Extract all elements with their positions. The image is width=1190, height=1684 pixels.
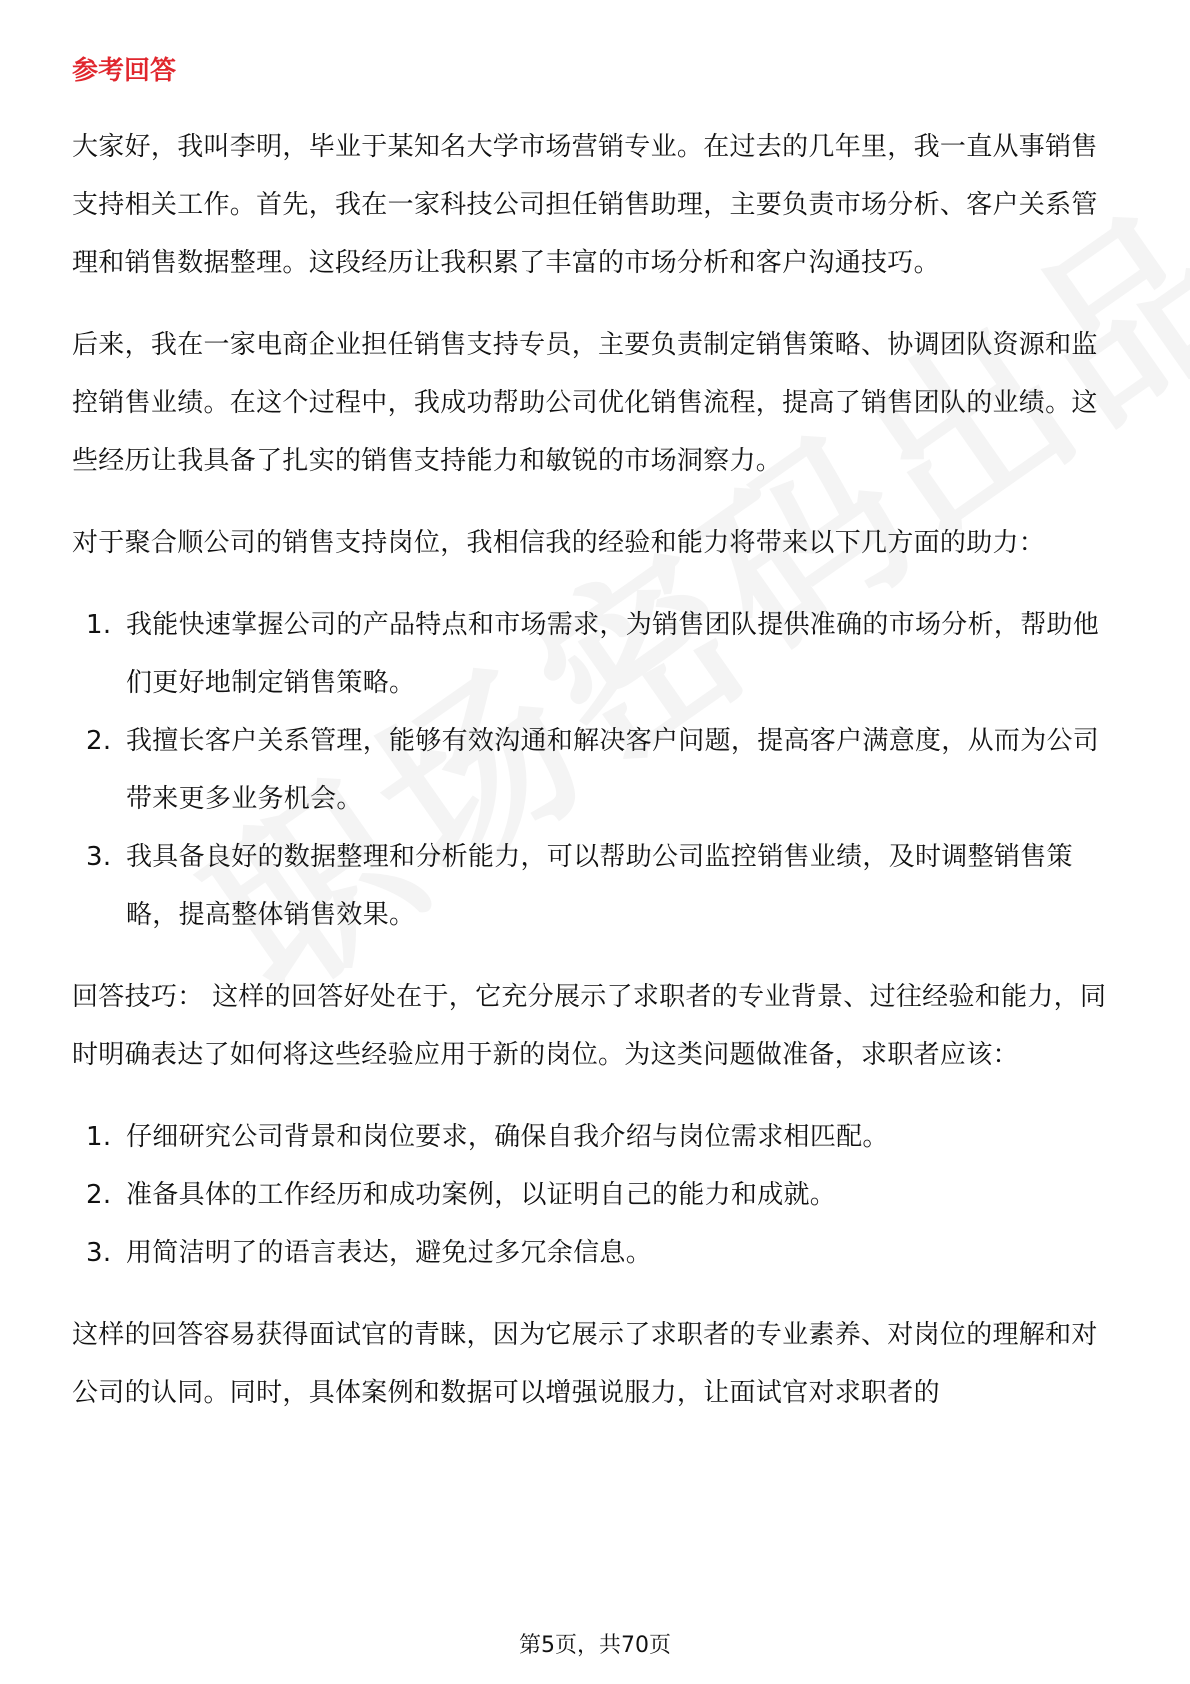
section-heading: 参考回答 (72, 56, 177, 86)
list-item-number: 1. (86, 1122, 112, 1152)
page-content (72, 48, 1122, 1446)
paragraph-tips: 回答技巧： 这样的回答好处在于，它充分展示了求职者的专业背景、过往经验和能力，同时明确表达了如何将这些经验应用于新的岗位。为这类问题做准备，求职者应该： (72, 982, 1107, 1070)
list-item-text: 仔细研究公司背景和岗位要求，确保自我介绍与岗位需求相匹配。 (126, 1122, 889, 1152)
paragraph-closing: 这样的回答容易获得面试官的青睐，因为它展示了求职者的专业素养、对岗位的理解和对公司的认同。同时，具体案例和数据可以增强说服力，让面试官对求职者的 (72, 1320, 1098, 1408)
list-item-number: 1. (86, 610, 112, 640)
list-item (72, 1108, 1122, 1166)
list-item-number: 3. (86, 842, 112, 872)
list-item-number: 2. (86, 1180, 112, 1210)
list-item (72, 1166, 1122, 1224)
list-item (72, 1224, 1122, 1282)
list-item-text: 准备具体的工作经历和成功案例，以证明自己的能力和成就。 (126, 1180, 837, 1210)
list-item-text: 我擅长客户关系管理，能够有效沟通和解决客户问题，提高客户满意度，从而为公司带来更多业务机会。 (126, 726, 1100, 814)
list-item (72, 712, 1122, 828)
list-item-number: 2. (86, 726, 112, 756)
contribution-list (72, 596, 1122, 944)
list-item-text: 我能快速掌握公司的产品特点和市场需求，为销售团队提供准确的市场分析，帮助他们更好地制定销售策略。 (126, 610, 1100, 698)
list-item-text: 用简洁明了的语言表达，避免过多冗余信息。 (126, 1238, 653, 1268)
page-number-footer: 第5页，共70页 (519, 1633, 671, 1658)
paragraph-contribution: 对于聚合顺公司的销售支持岗位，我相信我的经验和能力将带来以下几方面的助力： (72, 528, 1046, 558)
list-item (72, 828, 1122, 944)
paragraph-later: 后来，我在一家电商企业担任销售支持专员，主要负责制定销售策略、协调团队资源和监控销售业绩。在这个过程中，我成功帮助公司优化销售流程，提高了销售团队的业绩。这些经历让我具备了扎实的销售支持能力和敏锐的市场洞察力。 (72, 330, 1098, 476)
list-item-text: 我具备良好的数据整理和分析能力，可以帮助公司监控销售业绩，及时调整销售策略，提高整体销售效果。 (126, 842, 1073, 930)
list-item-number: 3. (86, 1238, 112, 1268)
tips-list (72, 1108, 1122, 1282)
list-item (72, 596, 1122, 712)
paragraph-intro: 大家好，我叫李明，毕业于某知名大学市场营销专业。在过去的几年里，我一直从事销售支持相关工作。首先，我在一家科技公司担任销售助理，主要负责市场分析、客户关系管理和销售数据整理。这段经历让我积累了丰富的市场分析和客户沟通技巧。 (72, 132, 1098, 278)
